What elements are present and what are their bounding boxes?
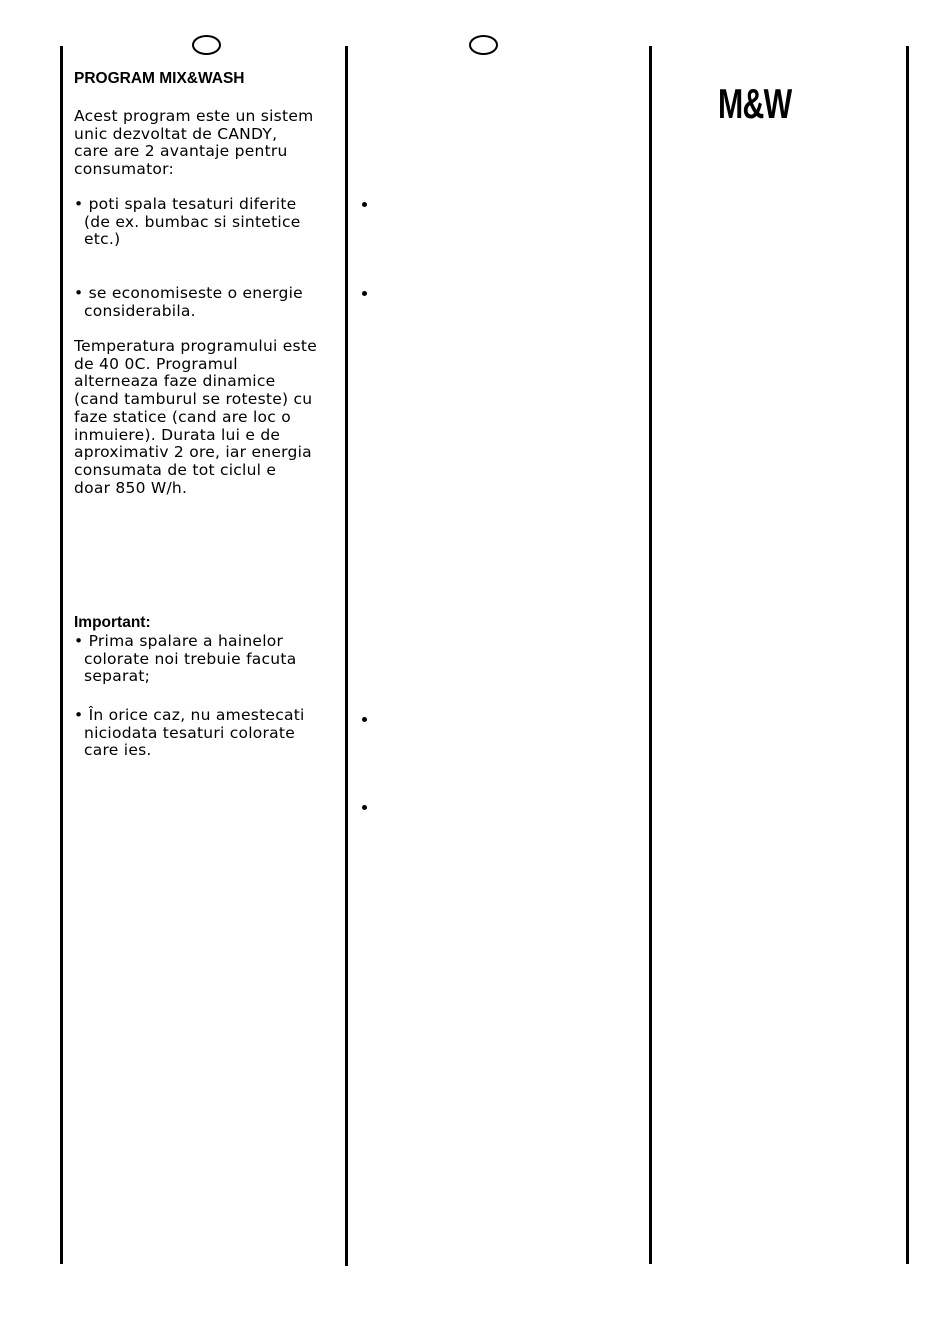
program-heading: PROGRAM MIX&WASH: [74, 70, 245, 87]
bullet-item-never-mix-cont: niciodata tesaturi colorate care ies.: [84, 723, 296, 760]
column-divider-right-2: [906, 46, 909, 1264]
mix-and-wash-logo: M&W: [718, 80, 792, 127]
bullet-item-first-wash: [74, 633, 339, 686]
middle-bullet-dot-3: [362, 717, 367, 722]
language-marker-circle-middle: [469, 35, 498, 55]
bullet-item-never-mix-lead: • În orice caz, nu amestecati: [74, 706, 305, 724]
column-divider-right-1: [649, 46, 652, 1264]
temperature-paragraph: Temperatura programului este de 40 0C. Programul alterneaza faze dinamice (cand tamburul se roteste) cu faze statice (cand are loc o inmuiere). Durata lui e de aproximativ 2 ore, iar energia consumata de tot ciclul e doar 850 W/h.: [74, 337, 317, 497]
bullet-item-energy: [74, 285, 339, 320]
middle-bullet-dot-4: [362, 805, 367, 810]
middle-bullet-dot-1: [362, 202, 367, 207]
bullet-item-never-mix: [74, 707, 339, 760]
intro-paragraph: Acest program este un sistem unic dezvoltat de CANDY, care are 2 avantaje pentru consumator:: [74, 107, 314, 179]
bullet-item-energy-cont: considerabila.: [84, 301, 196, 320]
language-marker-circle-left: [192, 35, 221, 55]
bullet-item-first-wash-cont: colorate noi trebuie facuta separat;: [84, 649, 297, 686]
bullet-item-fabrics-cont: (de ex. bumbac si sintetice etc.): [84, 212, 301, 249]
middle-bullet-dot-2: [362, 291, 367, 296]
bullet-item-first-wash-lead: • Prima spalare a hainelor: [74, 632, 284, 650]
important-heading: Important:: [74, 614, 151, 631]
column-divider-middle: [345, 46, 348, 1266]
bullet-item-fabrics: [74, 196, 339, 249]
bullet-item-fabrics-lead: • poti spala tesaturi diferite: [74, 195, 297, 213]
column-divider-left: [60, 46, 63, 1264]
bullet-item-energy-lead: • se economiseste o energie: [74, 284, 303, 302]
